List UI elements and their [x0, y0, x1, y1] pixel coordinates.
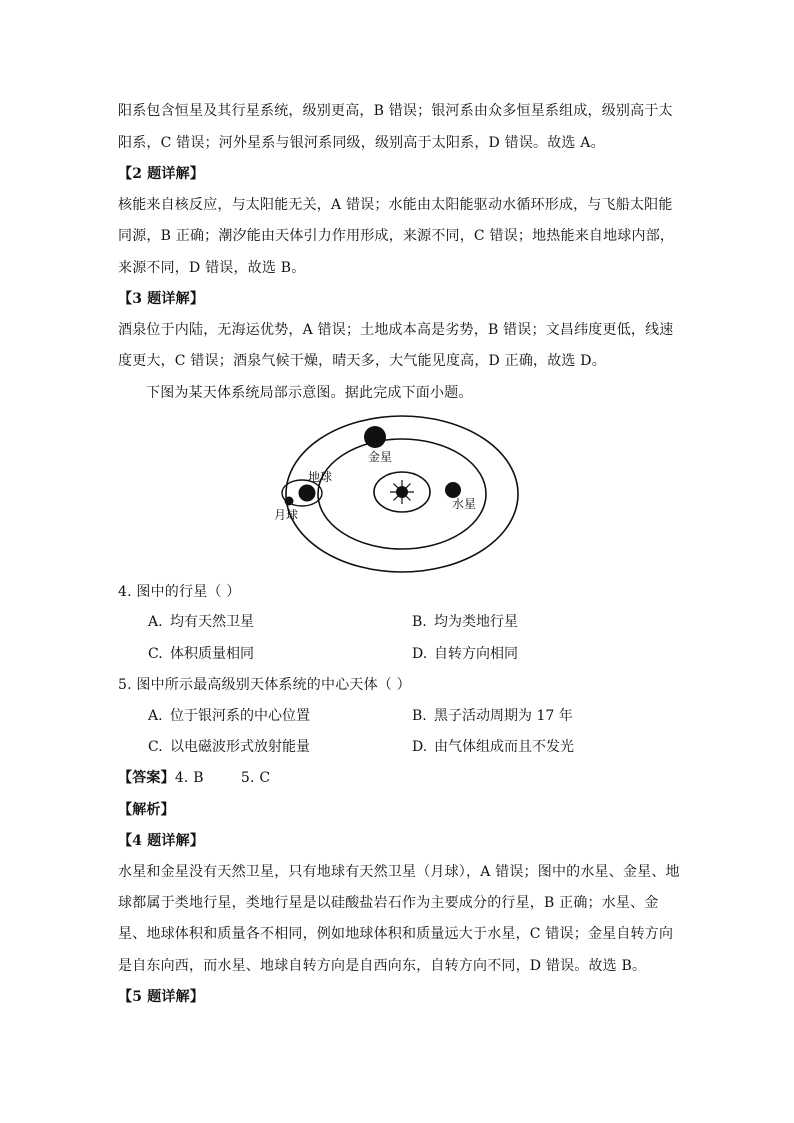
- option-text: 自转方向相同: [434, 646, 518, 662]
- paragraph-2-line-1: 核能来自核反应，与太阳能无关，A 错误；水能由太阳能驱动水循环形成，与飞船太阳能: [118, 197, 673, 213]
- question-5-stem: 5. 图中所示最高级别天体系统的中心天体（ ）: [118, 677, 411, 693]
- question-5-option-a: [148, 706, 310, 726]
- option-text: 由气体组成而且不发光: [434, 739, 574, 755]
- solar-system-svg: [274, 414, 520, 574]
- answer-text: 4. B 5. C: [174, 770, 271, 786]
- paragraph-4-line-3: 星、地球体积和质量各不相同，例如地球体积和质量远大于水星，C 错误；金星自转方向: [118, 926, 674, 942]
- heading-q4-detail: 【4 题详解】: [118, 833, 205, 849]
- answer-label: 【答案】: [118, 770, 175, 786]
- venus-label: 金星: [368, 450, 393, 464]
- question-4-stem: 4. 图中的行星（ ）: [118, 584, 241, 600]
- question-4-option-d: [412, 644, 518, 664]
- question-5-option-d: [412, 737, 574, 757]
- question-5-option-b: [412, 706, 573, 726]
- paragraph-4-line-1: 水星和金星没有天然卫星，只有地球有天然卫星（月球），A 错误；图中的水星、金星、地: [118, 864, 680, 880]
- heading-q2-detail: 【2 题详解】: [118, 166, 205, 182]
- moon-label: 月球: [274, 508, 299, 522]
- paragraph-2-line-2: 同源，B 正确；潮汐能由天体引力作用形成，来源不同，C 错误；地热能来自地球内部，: [118, 228, 675, 244]
- option-key: C.: [148, 739, 163, 755]
- sun-icon: [390, 480, 414, 504]
- option-text: 均为类地行星: [434, 614, 518, 630]
- venus-planet: [364, 426, 386, 448]
- question-4-option-a: [148, 612, 254, 632]
- earth-label: 地球: [308, 470, 333, 484]
- mercury-label: 水星: [452, 497, 477, 511]
- paragraph-1-line-1: 阳系包含恒星及其行星系统，级别更高，B 错误；银河系由众多恒星系组成，级别高于太: [118, 103, 673, 119]
- option-text: 体积质量相同: [170, 646, 254, 662]
- answer-line: [118, 768, 270, 788]
- option-key: B.: [412, 708, 427, 724]
- heading-q3-detail: 【3 题详解】: [118, 291, 205, 307]
- heading-q5-detail: 【5 题详解】: [118, 989, 205, 1005]
- moon-satellite: [285, 497, 294, 506]
- option-key: A.: [148, 614, 163, 630]
- question-4-option-b: [412, 612, 518, 632]
- option-key: B.: [412, 614, 427, 630]
- option-key: D.: [412, 739, 428, 755]
- option-key: C.: [148, 646, 163, 662]
- paragraph-4-line-2: 球都属于类地行星，类地行星是以硅酸盐岩石作为主要成分的行星，B 正确；水星、金: [118, 895, 659, 911]
- question-5-option-c: [148, 737, 310, 757]
- question-4-option-c: [148, 644, 254, 664]
- paragraph-2-line-3: 来源不同，D 错误，故选 B。: [118, 260, 306, 276]
- mercury-planet: [445, 482, 461, 498]
- figure-intro: 下图为某天体系统局部示意图。据此完成下面小题。: [146, 385, 473, 401]
- option-text: 以电磁波形式放射能量: [170, 739, 310, 755]
- paragraph-3-line-2: 度更大，C 错误；酒泉气候干燥，晴天多，大气能见度高，D 正确，故选 D。: [118, 353, 606, 369]
- earth-planet: [299, 485, 316, 502]
- paragraph-1-line-2: 阳系，C 错误；河外星系与银河系同级，级别高于太阳系，D 错误。故选 A。: [118, 135, 605, 151]
- solar-system-diagram: [274, 414, 520, 574]
- option-text: 黑子活动周期为 17 年: [434, 708, 573, 724]
- paragraph-3-line-1: 酒泉位于内陆，无海运优势，A 错误；土地成本高是劣势，B 错误；文昌纬度更低，线速: [118, 322, 674, 338]
- option-key: A.: [148, 708, 163, 724]
- option-text: 位于银河系的中心位置: [170, 708, 310, 724]
- paragraph-4-line-4: 是自东向西，而水星、地球自转方向是自西向东，自转方向不同，D 错误。故选 B。: [118, 958, 647, 974]
- option-key: D.: [412, 646, 428, 662]
- option-text: 均有天然卫星: [170, 614, 254, 630]
- analysis-label: 【解析】: [118, 802, 175, 818]
